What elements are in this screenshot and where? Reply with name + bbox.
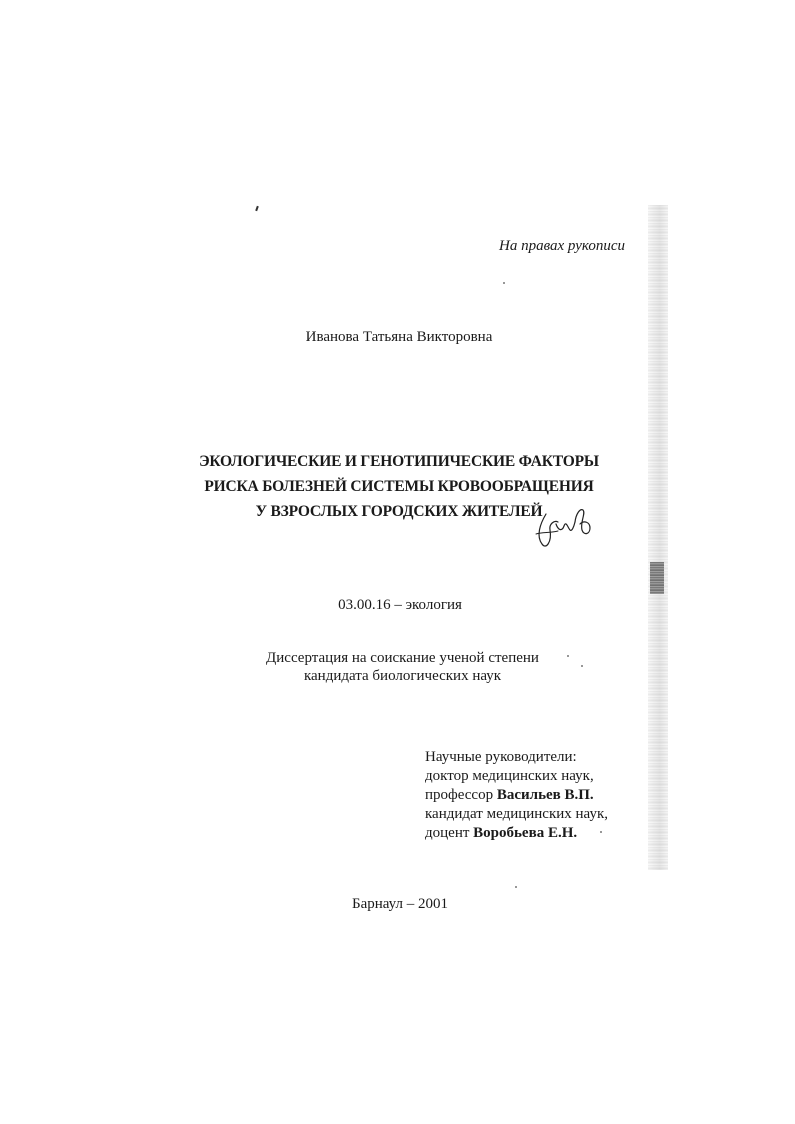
scientific-supervisors (425, 748, 608, 843)
title-line-1: ЭКОЛОГИЧЕСКИЕ И ГЕНОТИПИЧЕСКИЕ ФАКТОРЫ (199, 453, 599, 470)
degree-line-1: Диссертация на соискание ученой степени (266, 650, 539, 666)
supervisor-1 (425, 786, 608, 805)
supervisors-heading: Научные руководители: (425, 749, 577, 765)
scan-speck (515, 886, 517, 888)
scan-shadow-edge (648, 205, 668, 870)
supervisor-2-name: Воробьева Е.Н. (473, 825, 578, 841)
degree-line-2: кандидата биологических наук (303, 668, 502, 684)
supervisor-1-name: Васильев В.П. (496, 787, 594, 803)
supervisor-1-degree: доктор медицинских наук, (425, 768, 594, 784)
scan-speck (567, 655, 569, 657)
city-and-year: Барнаул – 2001 (351, 896, 449, 912)
degree-statement (0, 649, 795, 685)
title-line-2: РИСКА БОЛЕЗНЕЙ СИСТЕМЫ КРОВООБРАЩЕНИЯ (204, 478, 594, 495)
handwritten-signature (528, 500, 598, 552)
scan-speck (600, 831, 602, 833)
author-name: Иванова Татьяна Викторовна (305, 329, 493, 345)
supervisor-1-rank: профессор (425, 787, 497, 803)
supervisor-2-degree: кандидат медицинских наук, (425, 806, 608, 822)
rights-note: На правах рукописи (499, 238, 625, 254)
scan-dark-artifact (650, 562, 664, 594)
title-line-3: У ВЗРОСЛЫХ ГОРОДСКИХ ЖИТЕЛЕЙ (255, 503, 543, 520)
scan-speck (581, 665, 583, 667)
stray-mark (255, 206, 259, 211)
specialty-code: 03.00.16 – экология (338, 597, 462, 613)
dissertation-title (0, 449, 795, 524)
supervisor-2 (425, 824, 608, 843)
scan-speck (503, 282, 505, 284)
supervisor-2-rank: доцент (425, 825, 474, 841)
